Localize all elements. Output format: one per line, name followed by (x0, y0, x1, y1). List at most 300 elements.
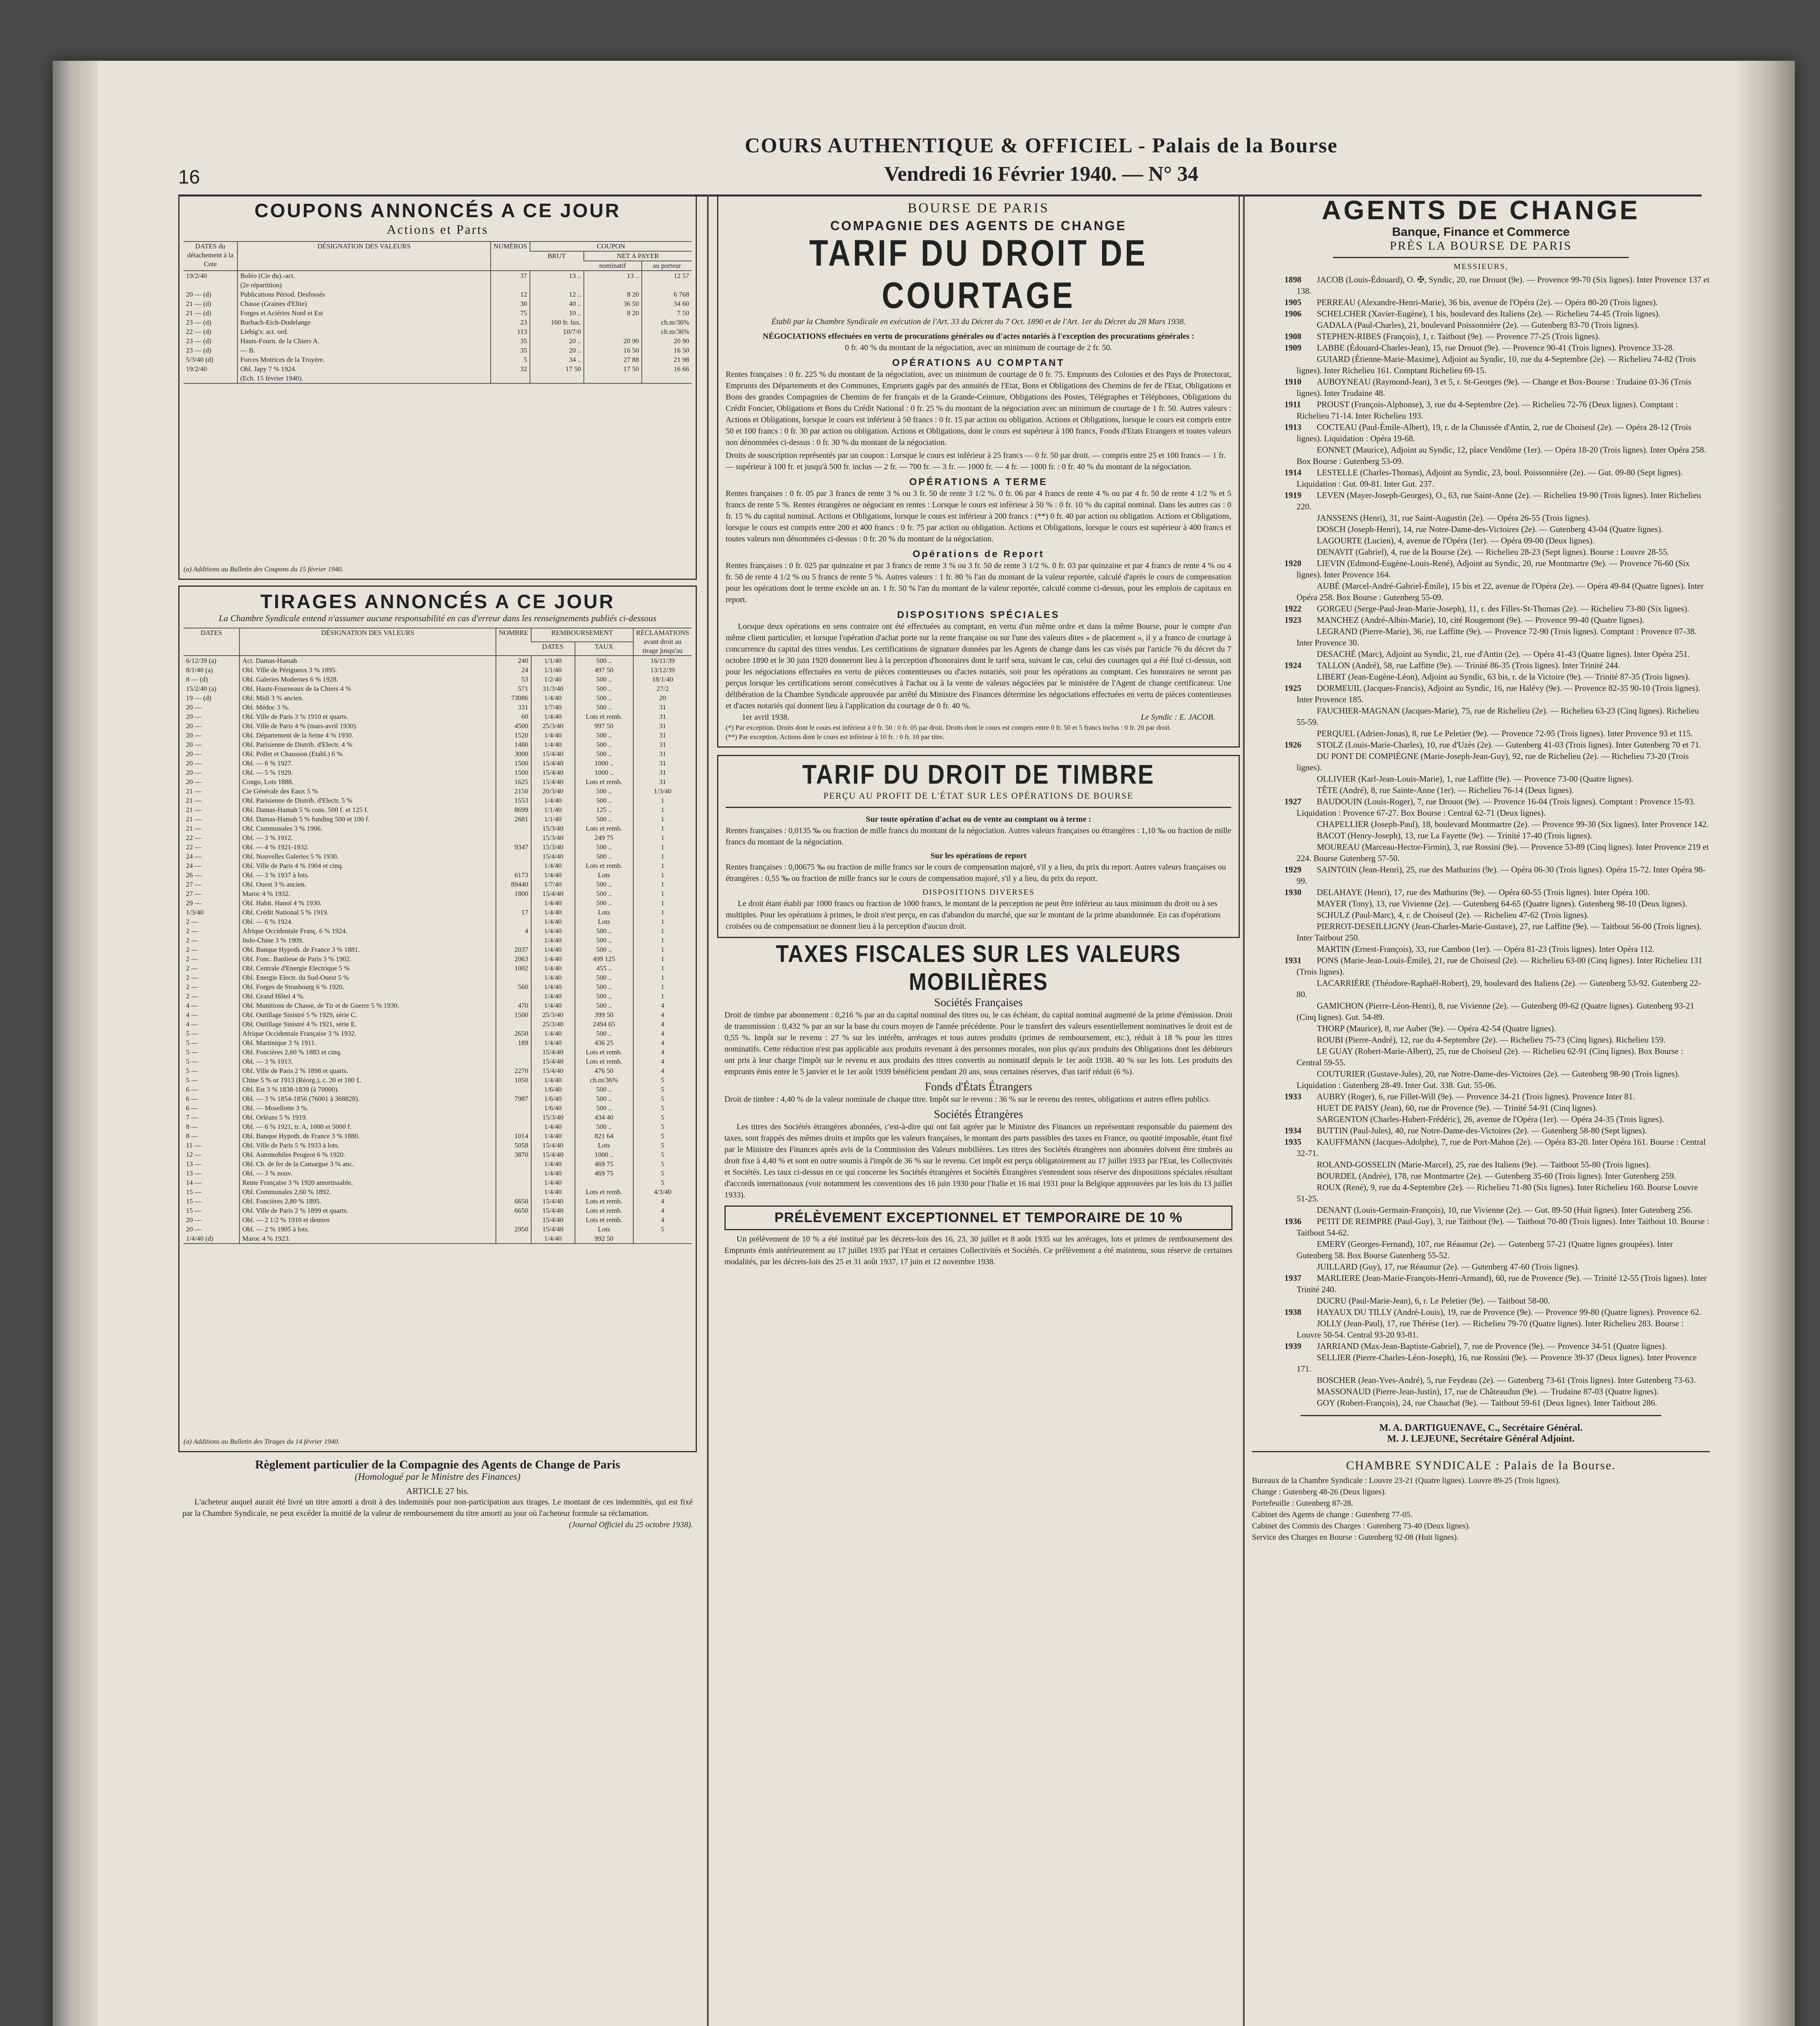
tirage-cell-rdate: 31/3/40 (531, 684, 575, 693)
tirage-cell-rec: 4/3/40 (633, 1187, 692, 1197)
agent-text: OLLIVIER (Karl-Jean-Louis-Marie), 1, rue Laffitte (9e). — Provence 73-00 (Quatre lignes). (1317, 774, 1633, 784)
tirage-cell-rec: 1/3/40 (633, 786, 692, 796)
tirage-row (184, 703, 692, 712)
tirage-cell-date: 7 — (186, 1113, 198, 1121)
tirage-cell-num: 1500 (496, 768, 531, 777)
agent-entry (1252, 1170, 1710, 1182)
courtage-intro: Établi par la Chambre Syndicale en exécution de l'Art. 33 du Décret du 7 Oct. 1890 et de l'Art. 1er du Décret du 28 Mars 1938. (771, 317, 1186, 326)
tirage-cell-name: Obl. Orléans 5 % 1919. (239, 1113, 496, 1122)
agent-year: 1920 (1284, 558, 1301, 568)
tirage-cell-name: Obl. Martinique 3 % 1911. (239, 1038, 496, 1047)
prelevement-title: PRÉLÈVEMENT EXCEPTIONNEL ET TEMPORAIRE DE 10 % (774, 1210, 1183, 1225)
agent-text: STOLZ (Louis-Marie-Charles), 10, rue d'Uzès (2e). — Gutenberg 41-03 (Trois lignes). Inter Gutenberg 70 et 71. (1317, 740, 1701, 750)
dispositions-date: 1er avril 1938. (742, 713, 790, 722)
tirage-cell-taux: 500 .. (575, 982, 633, 992)
agent-year: 1909 (1284, 343, 1301, 353)
agent-entry (1252, 1125, 1710, 1136)
tirage-cell-date: 15 — (186, 1188, 202, 1196)
agents-title: AGENTS DE CHANGE (1322, 195, 1640, 225)
coupon-cell-date: 23 — (d) (186, 346, 211, 354)
tirage-cell-num: 53 (496, 675, 531, 684)
agent-entry (1252, 943, 1710, 955)
tirage-cell-num: 6650 (496, 1206, 531, 1215)
tirage-cell-rec: 27/2 (633, 684, 692, 693)
masthead-date: Vendredi 16 Février 1940. — N° 34 (884, 162, 1198, 186)
tirage-cell-rdate: 1/4/40 (531, 1234, 575, 1243)
coupon-row (184, 336, 692, 346)
tirage-cell-rdate: 1/4/40 (531, 908, 575, 917)
coupons-table (184, 241, 692, 383)
tirage-row (184, 1029, 692, 1038)
tirage-cell-date: 20 — (186, 750, 202, 758)
tirage-cell-taux: Lots et remb. (575, 1057, 633, 1066)
agent-entry (1252, 353, 1710, 376)
tirage-cell-rdate: 25/3/40 (531, 1019, 575, 1029)
page-number: 16 (178, 167, 200, 188)
tirage-cell-rec (633, 1234, 692, 1243)
tirage-cell-taux: 249 75 (575, 833, 633, 842)
coupons-subtitle: Actions et Parts (387, 222, 489, 237)
chambre-line: Change : Gutenberg 48-26 (Deux lignes). (1252, 1487, 1386, 1496)
tirage-cell-taux: Lots (575, 870, 633, 880)
tirage-cell-num: 6173 (496, 870, 531, 880)
agent-entry (1252, 887, 1710, 898)
agent-text: PERQUEL (Adrien-Jonas), 8, rue Le Peletier (9e). — Provence 72-95 (Trois lignes). Inter Provence 93 et 115. (1317, 729, 1693, 738)
tirage-row (184, 1038, 692, 1047)
tirage-row (184, 1010, 692, 1019)
tirage-cell-rec: 31 (633, 749, 692, 759)
tirage-cell-taux: 2494 65 (575, 1019, 633, 1029)
tirage-cell-num (496, 898, 531, 908)
coupon-cell-brut: 13 .. (530, 271, 584, 280)
tirage-cell-date: 24 — (186, 853, 202, 860)
col-dates: DATES du détachement à la Cote (184, 241, 237, 271)
tirage-cell-num: 1500 (496, 1010, 531, 1019)
dispositions-text: Lorsque deux opérations en sens contraire ont été effectuées au comptant, en vertu d'un même ordre et dans la même Bourse, pour le compte d'un même client particulier, et lorsque l'opération d'achat porte sur la rente française ou sur l'une des valeurs dites « de placement », il y a franco de courtage à concurrence du capital des titres vendus. Les certifications de signature données par les Agents de change dans les cas visés par l'article 76 du décret du 7 octobre 1890 et le 30 juin 1920 donneront lieu à la perception d'honoraires dont le tarif sera, suivant le cas, celui des courtages qui a été fixé ci-dessus, soit pour les négociations effectuées en vertu de pièces contentieuses ou d'actes notariés, soit pour les opérations au comptant. Ces honoraires ne seront pas perçus lorsque les certifications seront consécutives à l'achat ou à la vente de valeurs négociées par le ministère de l'Agent de change certificateur. Une délibération de la Chambre Syndicale approuvée par arrêté du Ministre des Finances détermine les négociations effectuées en vertu de pièces contentieuses et d'actes notariés qui donnent lieu à l'application du courtage de 0 fr. 40 %. (726, 622, 1231, 710)
report-title: Opérations de Report (912, 549, 1045, 560)
tirage-cell-date: 21 — (186, 797, 202, 804)
coupon-cell-brut: 34 .. (530, 355, 584, 364)
tirage-cell-rdate: 15/4/40 (531, 889, 575, 898)
tirage-row (184, 1066, 692, 1075)
tirage-cell-taux: 1000 .. (575, 759, 633, 768)
tirage-cell-name: Obl. — 6 % 1924. (239, 917, 496, 926)
agent-entry (1252, 921, 1710, 943)
agents-subtitle-1: Banque, Finance et Commerce (1392, 225, 1570, 239)
tirage-cell-rdate: 15/4/40 (531, 1225, 575, 1234)
agent-entry (1252, 1238, 1710, 1261)
tirage-cell-rdate: 1/4/40 (531, 917, 575, 926)
coupon-cell-date: 5/3/40 (d) (186, 356, 214, 363)
tirage-row (184, 954, 692, 964)
agent-text: ROLAND-GOSSELIN (Marie-Marcel), 25, rue des Italiens (9e). — Taitbout 55-80 (Trois lignes). (1317, 1160, 1651, 1169)
agent-text: GORGEU (Serge-Paul-Jean-Marie-Joseph), 11, r. des Filles-St-Thomas (2e). — Richelieu 73-80 (Six lignes). (1317, 604, 1690, 613)
tirage-cell-taux: 500 .. (575, 656, 633, 665)
tirage-cell-taux: 500 .. (575, 786, 633, 796)
tirage-cell-taux: 497 50 (575, 665, 633, 675)
comptant-title: OPÉRATIONS AU COMPTANT (892, 357, 1065, 368)
coupon-cell-nominatif: 13 .. (584, 271, 642, 280)
tirage-cell-date: 8 — (d) (186, 675, 208, 683)
agent-text: EMERY (Georges-Fernand), 107, rue Réaumur (2e). — Gutenberg 57-21 (Quatre lignes groupées). Inter Gutenberg 58. Box Bourse Gutenberg 55-52. (1297, 1239, 1673, 1260)
coupon-cell-name: Obl. Japy 7 % 1924. (237, 364, 491, 374)
coupon-cell-date: 19/2/40 (186, 365, 207, 373)
coupon-cell-porteur: 16 50 (642, 346, 692, 355)
coupon-cell-num (491, 280, 530, 290)
coupon-cell-num: 35 (491, 346, 530, 355)
agent-text: PERREAU (Alexandre-Henri-Marie), 36 bis, avenue de l'Opéra (2e). — Opéra 80-20 (Trois lignes). (1317, 297, 1658, 307)
coupon-row (184, 280, 692, 290)
tirage-cell-name: Obl. Parisienne de Distrib. d'Electr. 4 % (239, 740, 496, 749)
agent-entry (1252, 1374, 1710, 1386)
tirage-row (184, 712, 692, 721)
tirage-cell-taux: Lots et remb. (575, 712, 633, 721)
tirage-cell-name: Obl. Outillage Sinistré 4 % 1921, série E. (239, 1019, 496, 1029)
agent-entry (1252, 648, 1710, 660)
tirage-cell-date: 20 — (186, 1225, 202, 1233)
tirage-cell-date: 4 — (186, 1002, 198, 1009)
agent-text: JARRIAND (Max-Jean-Baptiste-Gabriel), 7, rue de Provence (9e). — Provence 34-51 (Quatre lignes). (1317, 1341, 1667, 1351)
souscription-text: Droits de souscription représentés par un coupon : Lorsque le cours est inférieur à 25 francs — 0 fr. 50 par droit. — compris entre 25 et 100 francs — 1 fr. — supérieur à 100 fr. et jusqu'à 500 fr. inclus — 2 fr. — 700 fr. — 3 fr. — 1000 fr. — 4 fr. — 1000 fr. : 0 fr. 40 % du montant de la négociation. (726, 451, 1226, 471)
agent-entry (1252, 376, 1710, 399)
agent-entry (1252, 841, 1710, 864)
tirage-cell-rdate: 1/4/40 (531, 1075, 575, 1085)
tirage-row (184, 1103, 692, 1113)
tirage-cell-num: 1800 (496, 889, 531, 898)
tirage-cell-num: 2150 (496, 786, 531, 796)
coupon-cell-num: 32 (491, 364, 530, 374)
tirage-row (184, 1169, 692, 1178)
chambre-line: Bureaux de la Chambre Syndicale : Louvre 23-21 (Quatre lignes). Louvre 89-25 (Trois lignes). (1252, 1476, 1560, 1485)
tirage-cell-date: 27 — (186, 890, 202, 898)
agent-text: JUILLARD (Guy), 17, rue Réaumur (2e). — Gutenberg 47-60 (Trois lignes). (1317, 1262, 1580, 1272)
tirage-cell-rdate: 1/6/40 (531, 1103, 575, 1113)
coupon-row (184, 308, 692, 318)
agent-entry (1252, 331, 1710, 342)
tirage-cell-rec: 5 (633, 1075, 692, 1085)
agent-entry (1252, 626, 1710, 648)
timbre-title: TARIF DU DROIT DE TIMBRE (802, 759, 1155, 790)
tirage-cell-date: 20 — (186, 722, 202, 730)
col-nombre: NOMBRE (496, 628, 531, 656)
coupons-title: COUPONS ANNONCÉS A CE JOUR (254, 200, 621, 222)
tirage-cell-taux: 500 .. (575, 693, 633, 703)
tirage-cell-taux: ch.m/36% (575, 1075, 633, 1085)
agent-text: SELLIER (Pierre-Charles-Léon-Joseph), 16, rue Rossini (9e). — Provence 39-37 (Deux lignes). Inter Provence 171. (1297, 1353, 1697, 1374)
page-right-edge (1734, 61, 1795, 2026)
tirage-cell-taux: 500 .. (575, 684, 633, 693)
agent-text: ROUX (René), 9, rue du 4-Septembre (2e). — Richelieu 71-80 (Six lignes). Inter Richelieu 160. Bourse Louvre 51-25. (1297, 1182, 1698, 1203)
agent-text: ROUBI (Pierre-André), 12, rue du 4-Septembre (2e). — Richelieu 75-73 (Cinq lignes). Richelieu 159. (1317, 1035, 1666, 1045)
tirage-cell-name: Obl. — 2 % 1905 à lots. (239, 1225, 496, 1234)
tirage-cell-rdate: 1/4/40 (531, 982, 575, 992)
tirage-row (184, 1131, 692, 1141)
coupon-cell-date: 23 — (d) (186, 318, 211, 326)
agent-year: 1929 (1284, 865, 1301, 874)
col-reclamations: RÉCLAMATIONS avant droit au tirage jusqu'au (633, 628, 692, 656)
agent-text: JOLLY (Jean-Paul), 17, rue Thérèse (1er). — Richelieu 79-70 (Quatre lignes). Inter Richelieu 283. Bourse : Louvre 50-54. Central 93-20 93-81. (1297, 1319, 1684, 1340)
tirage-cell-date: 5 — (186, 1058, 198, 1065)
tirage-cell-num: 2270 (496, 1066, 531, 1075)
tirage-cell-taux: 500 .. (575, 1094, 633, 1103)
tirage-cell-num: 4500 (496, 721, 531, 731)
page-left-edge (53, 61, 97, 2026)
coupon-row (184, 290, 692, 299)
tirage-cell-num: 4 (496, 926, 531, 936)
coupon-row (184, 364, 692, 374)
agent-entry (1252, 603, 1710, 614)
tirage-row (184, 833, 692, 842)
tirage-cell-taux: 500 .. (575, 842, 633, 852)
tirage-cell-rdate: 1/1/40 (531, 805, 575, 814)
agent-text: EONNET (Maurice), Adjoint au Syndic, 12, place Vendôme (1er). — Opéra 18-20 (Trois lignes). Inter Opéra 258. Box Bourse : Gutenberg 53-09. (1297, 445, 1706, 466)
agent-text: LESTELLE (Charles-Thomas), Adjoint au Syndic, 23, boul. Poissonnière (2e). — Gut. 09-80 (Sept lignes). Liquidation : Gut. 09-81. Inter Gut. 237. (1297, 468, 1683, 489)
agent-year: 1935 (1284, 1137, 1301, 1147)
coupon-cell-name: Burbach-Eich-Dudelange (237, 318, 491, 327)
tirage-cell-taux: 500 .. (575, 675, 633, 684)
coupon-cell-brut (530, 374, 584, 383)
agent-entry (1252, 1182, 1710, 1204)
column-divider (1243, 194, 1245, 2026)
coupon-cell-brut: 40 .. (530, 299, 584, 308)
tirage-cell-rdate: 1/2/40 (531, 675, 575, 684)
agent-entry (1252, 274, 1710, 297)
tirage-cell-taux: 500 .. (575, 889, 633, 898)
tirage-row (184, 1150, 692, 1159)
tirage-cell-num: 1002 (496, 964, 531, 973)
tirage-cell-taux: Lots et remb. (575, 1187, 633, 1197)
agent-entry (1252, 1068, 1710, 1091)
agent-year: 1937 (1284, 1273, 1301, 1283)
tirage-cell-taux: 997 50 (575, 721, 633, 731)
coupon-cell-num: 5 (491, 355, 530, 364)
tirage-cell-rdate: 1/4/40 (531, 954, 575, 964)
company-label: COMPAGNIE DES AGENTS DE CHANGE (830, 218, 1127, 233)
tirage-row (184, 992, 692, 1001)
tirage-cell-name: Obl. Hauts-Fourneaux de la Chiers 4 % (239, 684, 496, 693)
tirage-cell-name: Obl. Ville de Paris 4 % (mars-avril 1930). (239, 721, 496, 731)
agent-entry (1252, 750, 1710, 773)
agent-text: STEPHEN-RIBES (François), 1, r. Taitbout (9e). — Provence 77-25 (Trois lignes). (1317, 331, 1600, 341)
agent-entry (1252, 909, 1710, 921)
tirage-cell-rdate: 20/3/40 (531, 786, 575, 796)
tirage-cell-taux: Lots et remb. (575, 861, 633, 870)
tirages-subtitle: La Chambre Syndicale entend n'assumer aucune responsabilité en cas d'erreur dans les renseignements publiés ci-dessous (218, 613, 657, 623)
coupon-cell-porteur: 7 50 (642, 308, 692, 318)
tirage-cell-date: 5 — (186, 1039, 198, 1047)
tirage-cell-rec: 5 (633, 1113, 692, 1122)
tirage-cell-num (496, 1047, 531, 1057)
coupon-cell-name: Forces Motrices de la Truyère. (237, 355, 491, 364)
tirage-row (184, 926, 692, 936)
tirage-cell-taux: 500 .. (575, 1085, 633, 1094)
agent-text: LEGRAND (Pierre-Marie), 36, rue Laffitte (9e). — Provence 72-90 (Trois lignes). Comptant : Provence 07-38. Inter Provence 30. (1297, 626, 1697, 648)
tirages-title: TIRAGES ANNONCÉS A CE JOUR (260, 591, 615, 613)
secretaire-adjoint: M. J. LEJEUNE, Secrétaire Général Adjoint. (1387, 1434, 1575, 1444)
taxes-soc-etr-text: Les titres des Sociétés étrangères abonnées, c'est-à-dire qui ont fait agréer par le Ministre des Finances un représentant responsable du paiement des taxes, sont frappés des mêmes droits et impôts que les valeurs françaises, le montant des parts passibles des taxes en France, ou quotité imposable, étant fixé par le Ministre des Finances après avis de la Commission des Valeurs mobilières. Les titres des Sociétés étrangères non abonnées doivent être timbrés au droit fixe à 4,40 % et sont en outre soumis à l'impôt de 36 % sur le revenu. Cet impôt est perçu obligatoirement au 17 juillet 1933 par l'Etat, les Collectivités et Sociétés. Les taux ci-dessus en ce qui concerne les Sociétés étrangères et Sociétés Étrangères s'entendent sous réserve des dispositions spéciales résultant d'accords internationaux (voir notamment les conventions des 16 juin 1930 pour l'Italie et 16 mai 1931 pour la Belgique approuvées par les lois du 13 juillet 1933). (724, 1122, 1233, 1199)
agent-text: TÊTE (André), 8, rue Sainte-Anne (1er). — Richelieu 76-14 (Deux lignes). (1317, 785, 1574, 795)
tirage-cell-rec: 16/11/39 (633, 656, 692, 665)
tirage-cell-name: Obl. Ville de Paris 3 % 1910 et quarts. (239, 712, 496, 721)
coupon-cell-nominatif: 8 20 (584, 308, 642, 318)
tirage-cell-rdate: 15/4/40 (531, 1141, 575, 1150)
col-numeros: NUMÉROS (491, 241, 530, 271)
tirage-row (184, 1178, 692, 1187)
tirage-cell-num (496, 992, 531, 1001)
tirage-cell-rec: 5 (633, 1150, 692, 1159)
tirage-cell-name: Obl. Ville de Paris 4 % 1904 et cinq. (239, 861, 496, 870)
tirages-note: (a) Additions au Bulletin des Tirages du 14 février 1940. (184, 1438, 340, 1445)
tirage-cell-date: 22 — (186, 843, 202, 851)
tirage-row (184, 917, 692, 926)
tirage-cell-name: Obl. Ville de Paris 2 % 1899 et quarts. (239, 1206, 496, 1215)
coupon-cell-brut: 160 fr. lux. (530, 318, 584, 327)
agent-entry (1252, 1023, 1710, 1034)
tirage-cell-date: 2 — (186, 983, 198, 991)
tirage-cell-rdate: 1/4/40 (531, 1169, 575, 1178)
agent-text: KAUFFMANN (Jacques-Adolphe), 7, rue de Port-Mahon (2e). — Opéra 83-20. Inter Opéra 161. Bourse : Central 32-71. (1297, 1137, 1706, 1158)
tirage-row (184, 964, 692, 973)
agent-text: DENANT (Louis-Germain-François), 10, rue Vivienne (2e). — Gut. 89-50 (Huit lignes). Inter Gutenberg 256. (1317, 1205, 1692, 1215)
tirage-cell-rdate: 15/3/40 (531, 824, 575, 833)
agent-entry (1252, 1352, 1710, 1374)
tirage-cell-date: 5 — (186, 1067, 198, 1075)
courtage-section (717, 194, 1240, 748)
taxes-fr-title: Sociétés Françaises (934, 996, 1023, 1009)
agent-year: 1930 (1284, 887, 1301, 897)
tirage-cell-num: 1500 (496, 759, 531, 768)
tirage-row (184, 842, 692, 852)
tirage-cell-date: 6 — (186, 1086, 198, 1093)
agent-text: DOSCH (Joseph-Henri), 14, rue Notre-Dame-des-Victoires (2e). — Gutenberg 43-04 (Quatre lignes). (1317, 524, 1663, 534)
tirage-cell-rdate: 1/1/40 (531, 656, 575, 665)
agent-entry (1252, 614, 1710, 626)
tirage-cell-rec: 31 (633, 703, 692, 712)
chambre-line: Cabinet des Commis des Charges : Gutenberg 73-40 (Deux lignes). (1252, 1522, 1471, 1530)
tirage-cell-taux: 476 50 (575, 1066, 633, 1075)
agent-entry (1252, 660, 1710, 671)
agent-entry (1252, 580, 1710, 603)
tirage-cell-num: 1553 (496, 796, 531, 805)
tirage-cell-date: 20 — (186, 731, 202, 739)
agent-text: DUCRU (Paul-Marie-Jean), 6, r. Le Peletier (9e). — Taitbout 58-00. (1317, 1296, 1550, 1306)
tirage-cell-rec: 5 (633, 1094, 692, 1103)
tirage-cell-rdate: 1/6/40 (531, 1085, 575, 1094)
col-dates: DATES (184, 628, 239, 656)
tirage-cell-name: Obl. — 3 % 1854-1856 (76001 à 368828). (239, 1094, 496, 1103)
coupon-cell-nominatif: 20 90 (584, 336, 642, 346)
tirage-cell-taux: 500 .. (575, 880, 633, 889)
tirage-cell-num: 2650 (496, 1029, 531, 1038)
tirage-cell-rdate: 1/4/40 (531, 1029, 575, 1038)
tirage-cell-num: 1050 (496, 1075, 531, 1085)
tirage-row (184, 908, 692, 917)
tirage-cell-num: 189 (496, 1038, 531, 1047)
tirage-cell-rdate: 15/4/40 (531, 852, 575, 861)
tirage-row (184, 684, 692, 693)
tirage-cell-num: 17 (496, 908, 531, 917)
agent-text: SAINTOIN (Jean-Henri), 25, rue des Mathurins (9e). — Opéra 06-30 (Trois lignes). Opéra 15-72. Inter Opéra 98-99. (1297, 865, 1706, 886)
tirage-cell-rdate: 1/4/40 (531, 870, 575, 880)
agent-text: PETIT DE REIMPRE (Paul-Guy), 3, rue Taitbout (9e). — Taitbout 70-80 (Trois lignes). Inter Taitbout 10. Bourse : Taitbout 54-62. (1297, 1216, 1709, 1237)
tirage-cell-rdate: 1/4/40 (531, 796, 575, 805)
tirage-cell-date: 5 — (186, 1076, 198, 1084)
col-net: NET A PAYER (584, 251, 692, 261)
tirage-cell-num: 2681 (496, 814, 531, 824)
tirage-row (184, 1122, 692, 1131)
tirage-cell-taux: 499 125 (575, 954, 633, 964)
tirage-cell-num: 560 (496, 982, 531, 992)
tirage-cell-rdate: 1/4/40 (531, 945, 575, 954)
agent-entry (1252, 682, 1710, 705)
tirage-cell-name: Obl. Banque Hypoth. de France 3 % 1881. (239, 945, 496, 954)
tirage-cell-taux: 500 .. (575, 814, 633, 824)
tirage-cell-num: 89440 (496, 880, 531, 889)
terme-text: Rentes françaises : 0 fr. 05 par 3 francs de rente 3 % ou 3 fr. 50 de rente 3 1/2 %. 0 fr. 06 par 4 francs de rente 4 % ou par 4 fr. 50 de rente 4 1/2 % et 5 francs de rente 5 %. Rentes étrangères ne négociant en rentes : Lorsque le cours est inférieur à 50 % : 0 fr. 10 % du capital nominal. Dans les autres cas : 0 fr. 15 % du capital nominal. Actions et Obligations, lorsque le cours est inférieur à 200 francs : (**) 0 fr. 40 par action ou obligation. Actions et Obligations, lorsque le cours est compris entre 200 et 400 francs : 0 fr. 75 par action ou obligation. Actions et Obligations, lorsque le cours est supérieur à 400 francs et toutes valeurs non dénommées ci-dessus : 0 fr. 20 % du montant de la négociation. (726, 489, 1231, 543)
tirage-cell-date: 13 — (186, 1160, 202, 1168)
tirage-cell-date: 2 — (186, 992, 198, 1000)
agent-entry (1252, 1295, 1710, 1306)
agent-year: 1927 (1284, 797, 1301, 806)
tirage-row (184, 749, 692, 759)
tirage-cell-taux: 992 50 (575, 1234, 633, 1243)
tirage-cell-taux: 455 .. (575, 964, 633, 973)
coupon-cell-date: 21 — (d) (186, 300, 211, 308)
tirage-row (184, 1001, 692, 1010)
tirage-row (184, 721, 692, 731)
negociations-rate: 0 fr. 40 % du montant de la négociation, avec un minimum de courtage de 2 fr. 50. (845, 343, 1112, 352)
tirage-cell-rec: 1 (633, 898, 692, 908)
tirage-cell-rec: 5 (633, 1103, 692, 1113)
tirage-cell-num: 1520 (496, 731, 531, 740)
tirage-row (184, 973, 692, 982)
coupon-cell-porteur (642, 280, 692, 290)
tirage-cell-rec: 1 (633, 908, 692, 917)
tirage-cell-date: 20 — (186, 769, 202, 776)
agent-entry (1252, 1340, 1710, 1352)
negociations-heading: NÉGOCIATIONS effectuées en vertu de procurations générales ou d'actes notariés à l'exception des procurations générales : (763, 332, 1194, 341)
tirage-cell-taux (575, 1178, 633, 1187)
tirage-cell-rec: 5 (633, 1169, 692, 1178)
bourse-label: BOURSE DE PARIS (908, 201, 1049, 216)
agent-text: MARLIERE (Jean-Marie-François-Henri-Armand), 60, rue de Provence (9e). — Trinité 12-55 (Trois lignes). Inter Trinité 240. (1297, 1273, 1707, 1294)
coupons-note: (a) Additions au Bulletin des Coupons du 15 février 1940. (184, 565, 344, 573)
courtage-title: TARIF DU DROIT DE COURTAGE (809, 232, 1148, 316)
agent-text: BACOT (Henry-Joseph), 13, rue La Fayette (9e). — Trinité 17-40 (Trois lignes). (1317, 831, 1592, 840)
coupon-cell-nominatif: 8 20 (584, 290, 642, 299)
agent-year: 1914 (1284, 468, 1301, 477)
coupons-section (178, 194, 697, 580)
coupon-cell-name: Forges et Aciéries Nord et Est (237, 308, 491, 318)
tirage-cell-date: 5 — (186, 1030, 198, 1037)
coupon-row (184, 271, 692, 280)
agent-entry (1252, 796, 1710, 819)
tirage-cell-date: 20 — (186, 759, 202, 767)
coupon-cell-brut: 20 .. (530, 336, 584, 346)
coupon-cell-num: 30 (491, 299, 530, 308)
tirage-row (184, 740, 692, 749)
coupon-cell-name: Chasse (Graines d'Elite) (237, 299, 491, 308)
tirage-cell-name: Obl. Damas-Hamah 5 % cons. 500 f. et 125 f. (239, 805, 496, 814)
tirage-cell-name: Obl. Crédit National 5 % 1919. (239, 908, 496, 917)
agent-text: BAUDOUIN (Louis-Roger), 7, rue Drouot (9e). — Provence 16-04 (Trois lignes). Comptant : Provence 15-93. Liquidation : Provence 67-27. Box Bourse : Central 62-71 (Deux lignes). (1297, 797, 1696, 818)
tirage-cell-date: 2 — (186, 964, 198, 972)
tirage-cell-rec: 5 (633, 1131, 692, 1141)
tirage-cell-date: 27 — (186, 880, 202, 888)
tirage-cell-name: Congo, Lots 1888. (239, 777, 496, 786)
tirage-cell-rec: 4 (633, 1066, 692, 1075)
tirage-cell-num: 3000 (496, 749, 531, 759)
